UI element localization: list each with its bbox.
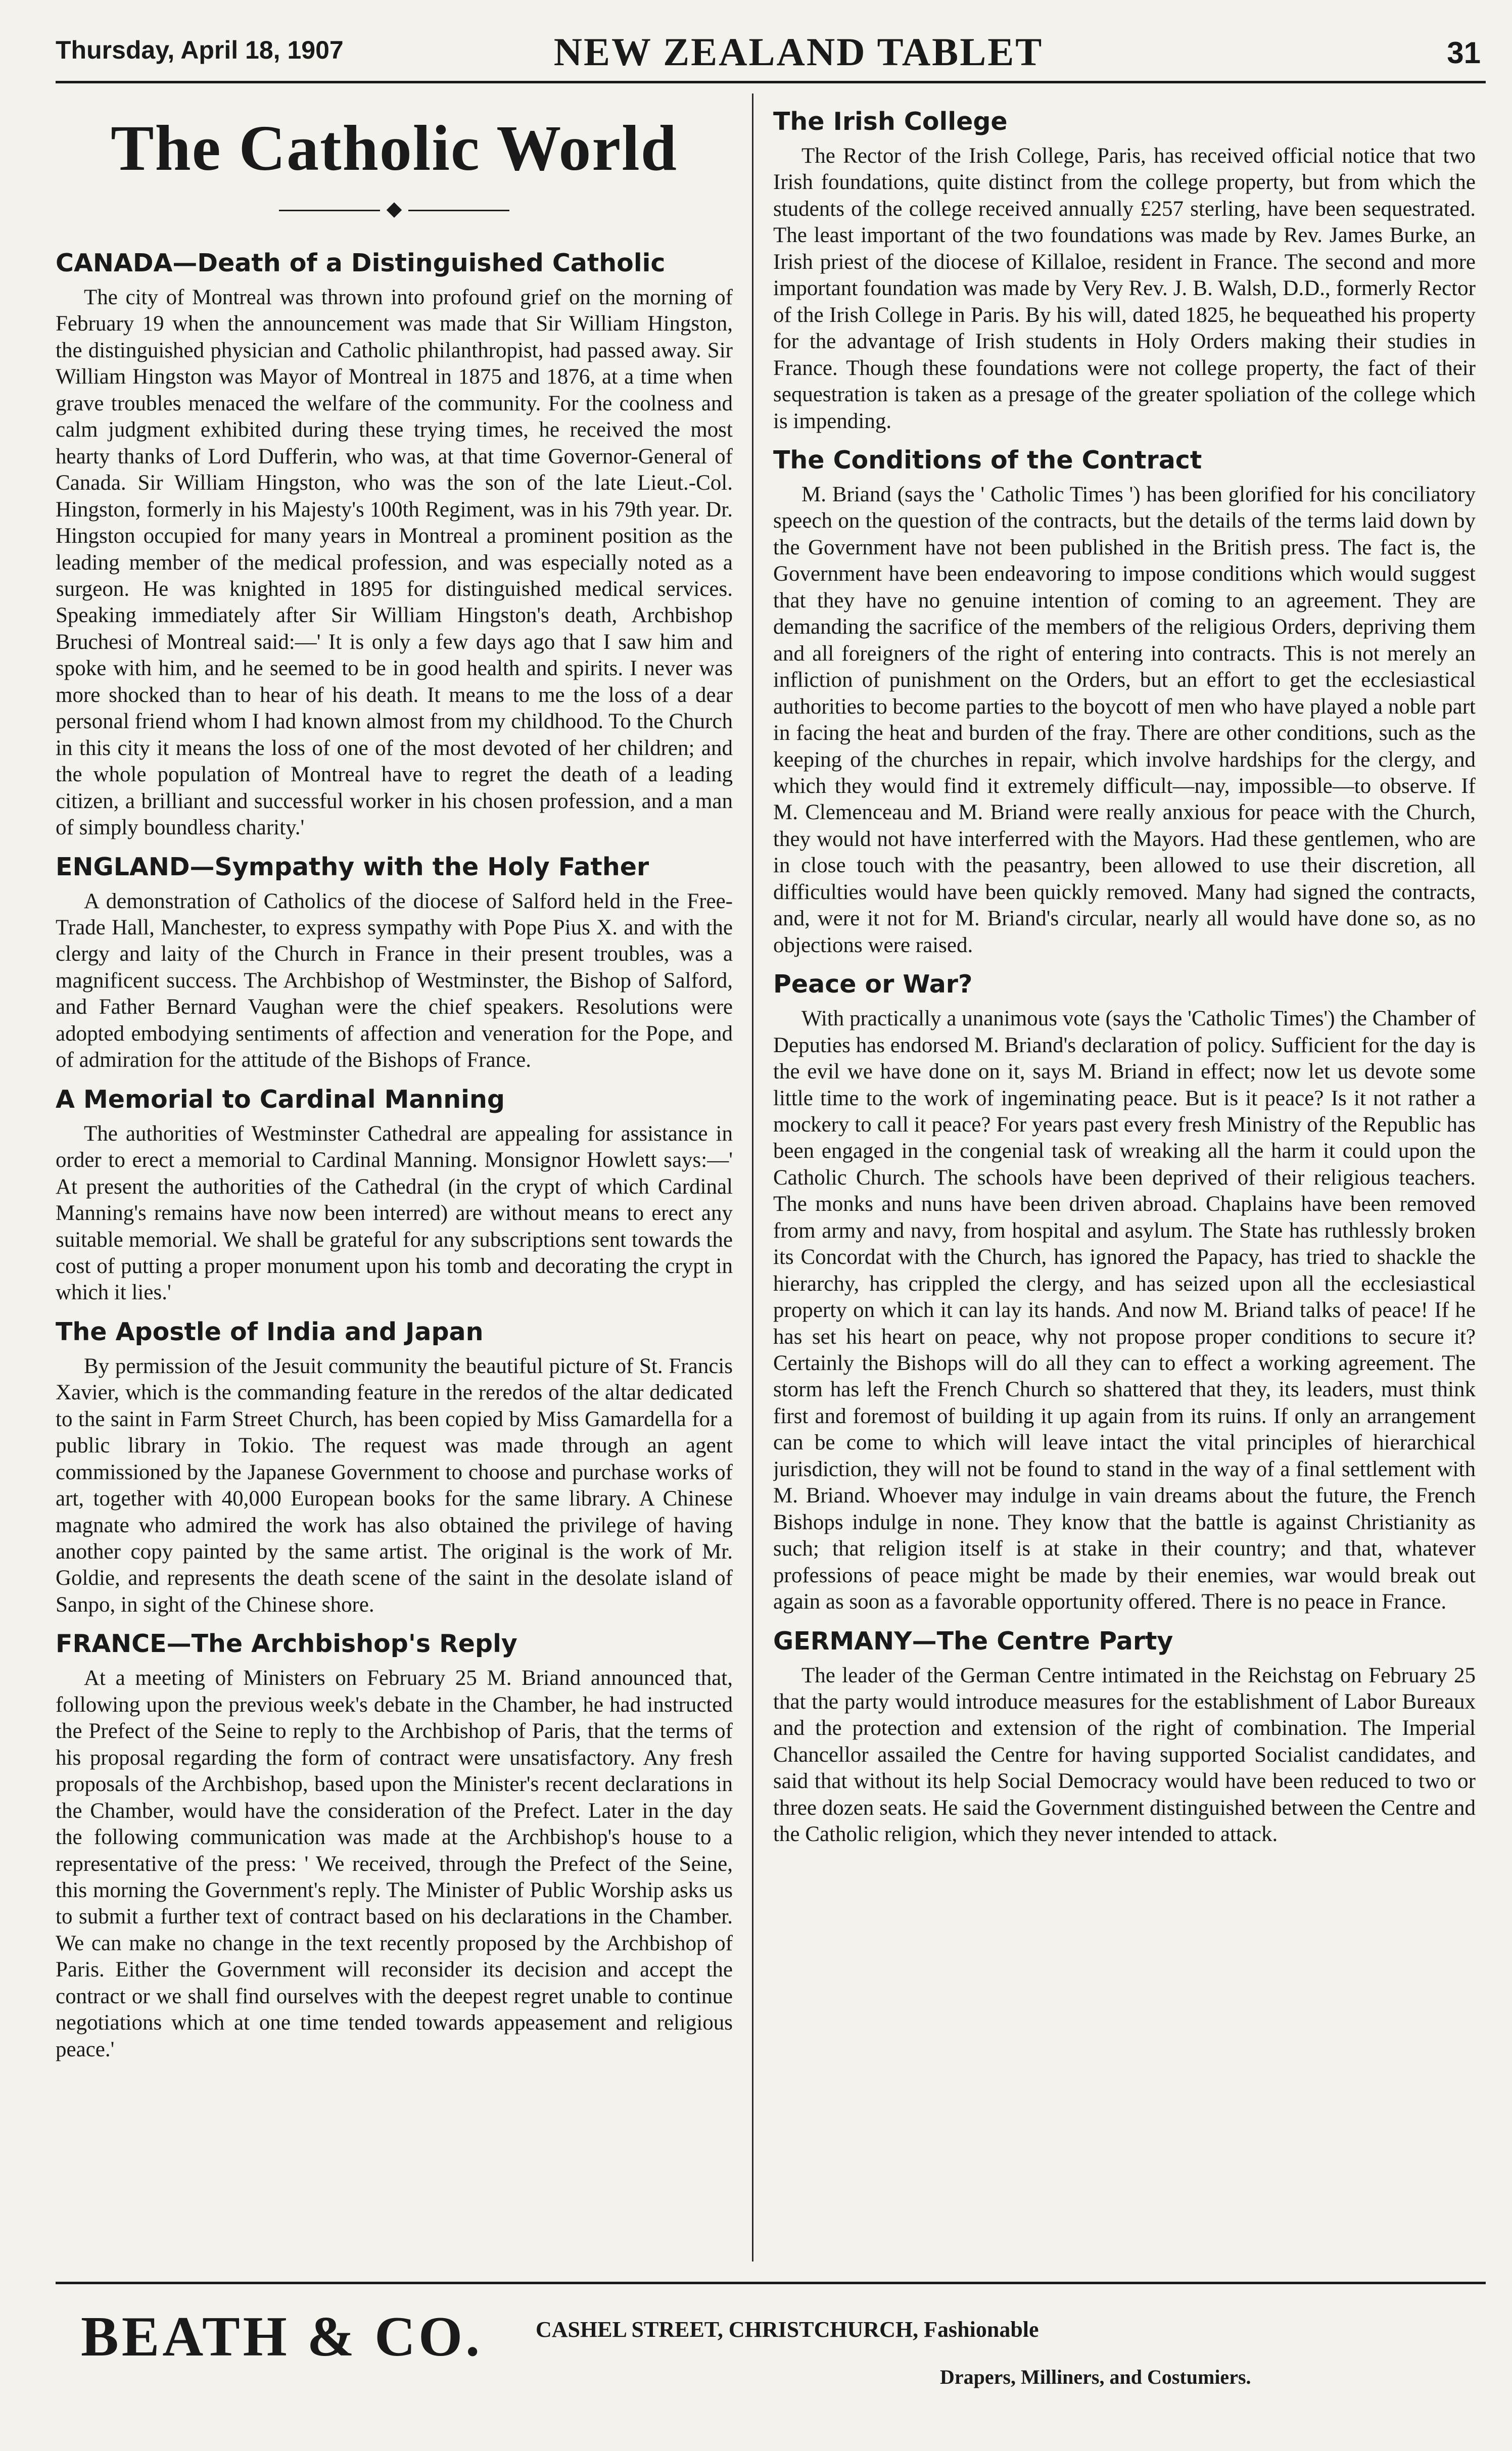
section-heading-peace-or-war: Peace or War? [773,970,973,999]
advertisement-footer [81,2304,1486,2416]
issue-date: Thursday, April 18, 1907 [56,36,344,64]
page-header [45,24,1486,80]
advertiser-tagline: Drapers, Milliners, and Costumiers. [940,2366,1251,2388]
section-heading-england: ENGLAND—Sympathy with the Holy Father [56,852,649,881]
right-column [773,96,1476,2259]
ornament-rule-left [279,210,380,211]
masthead: NEW ZEALAND TABLET [553,30,1044,74]
footer-rule [56,2282,1486,2284]
section-paragraph-germany: The leader of the German Centre intimated in the Reichstag on February 25 that the party would introduce measures for the establishment of Labor Bureaux and the protection and extension of the right of combination. The Imperial Chancellor assailed the Centre for having supported Socialist candidates, and said that without its help Social Democracy would have been reduced to two or three dozen seats. He said the Government distinguished between the Centre and the Catholic religion, which they never intended to attack. [773,1663,1476,1847]
section-paragraph-contract-conditions: M. Briand (says the ' Catholic Times ') has been glorified for his conciliatory speech on the question of the contracts, but the details of the terms laid down by the Government have not been published in the British press. The fact is, the Government have been endeavoring to impose conditions which would suggest that they have no genuine intention of coming to an agreement. They are demanding the sacrifice of the members of the religious Orders, depriving them and all foreigners of the right of entering into contracts. This is not merely an infliction of punishment on the Orders, but an effort to get the ecclesiastical authorities to become parties to the boycott of men who have played a noble part in facing the heat and burden of the fray. There are other conditions, such as the keeping of the churches in repair, which involve hardships for the clergy, and which they would find it extremely difficult—nay, impossible—to observe. If M. Clemenceau and M. Briand were really anxious for peace with the Church, they would not have interferred with the Mayors. Had these gentlemen, who are in close touch with the peasantry, been allowed to use their discretion, all difficulties would have been quickly removed. Many had signed the contracts, and, were it not for M. Briand's circular, nearly all would have done so, as no objections were raised. [773,482,1476,957]
section-heading-irish-college: The Irish College [773,107,1008,136]
header-rule [56,81,1486,83]
diamond-icon: ◆ [386,197,402,220]
section-paragraph-apostle: By permission of the Jesuit community the beautiful picture of St. Francis Xavier, which is the commanding feature in the reredos of the altar dedicated to the saint in Farm Street Church, has been copied by Miss Gamardella for a public library in Tokio. The request was made through an agent commissioned by the Japanese Government to choose and purchase works of art, together with 40,000 European books for the same library. A Chinese magnate who admired the work has also obtained the privilege of having another copy painted by the same artist. The original is the work of Mr. Goldie, and represents the death scene of the saint in the desolate island of Sanpo, in sight of the Chinese shore. [56,1354,733,1617]
section-paragraph-england: A demonstration of Catholics of the diocese of Salford held in the Free-Trade Hall, Manchester, to express sympathy with Pope Pius X. and with the clergy and laity of the Church in France in their present troubles, was a magnificent success. The Archbishop of Westminster, the Bishop of Salford, and Father Bernard Vaughan were the chief speakers. Resolutions were adopted embodying sentiments of affection and veneration for the Pope, and of admiration for the attitude of the Bishops of France. [56,889,733,1072]
section-heading-france: FRANCE—The Archbishop's Reply [56,1629,517,1659]
page-number: 31 [1447,36,1481,70]
ornament-rule-right [408,210,509,211]
column-divider [752,93,753,2261]
section-paragraph-france: At a meeting of Ministers on February 25 M. Briand announced that, following upon the previous week's debate in the Chamber, he had instructed the Prefect of the Seine to reply to the Archbishop of Paris, that the terms of his proposal regarding the form of contract were unsatisfactory. Any fresh proposals of the Archbishop, based upon the Minister's recent declarations in the Chamber, would have the consideration of the Prefect. Later in the day the following communication was made at the Archbishop's house to a representative of the press: ' We received, through the Prefect of the Seine, this morning the Government's reply. The Minister of Public Worship asks us to submit a further text of contract based on his declarations in the Chamber. We can make no change in the text recently proposed by the Archbishop of Paris. Either the Government will reconsider its decision and accept the contract or we shall find ourselves with the deepest regret unable to continue negotiations which at one time tended towards appeasement and religious peace.' [56,1666,733,2061]
advertiser-brand: BEATH & CO. [81,2305,483,2368]
section-paragraph-irish-college: The Rector of the Irish College, Paris, has received official notice that two Irish foundations, quite distinct from the college property, but from which the students of the college received annually £257 sterling, have been sequestrated. The least important of the two foundations was made by Rev. James Burke, an Irish priest of the diocese of Killaloe, resident in France. The second and more important foundation was made by Very Rev. J. B. Walsh, D.D., formerly Rector of the Irish College in Paris. By his will, dated 1825, he bequeathed his property for the advantage of Irish students in Holy Orders making their studies in France. Though these foundations were not college property, the fact of their sequestration is taken as a presage of the greater spoliation of the college which is impending. [773,144,1476,433]
section-heading-manning-memorial: A Memorial to Cardinal Manning [56,1085,505,1114]
advertiser-address: CASHEL STREET, CHRISTCHURCH, Fashionable [536,2317,1039,2342]
section-paragraph-canada: The city of Montreal was thrown into profound grief on the morning of February 19 when the announcement was made that Sir William Hingston, the distinguished physician and Catholic philanthropist, had passed away. Sir William Hingston was Mayor of Montreal in 1875 and 1876, at a time when grave troubles menaced the welfare of the community. For the coolness and calm judgment exhibited during these trying times, he received the most hearty thanks of Lord Dufferin, who was, at that time Governor-General of Canada. Sir William Hingston, who was the son of the late Lieut.-Col. Hingston, formerly in his Majesty's 100th Regiment, was in his 79th year. Dr. Hingston occupied for many years in Montreal a prominent position as the leading member of the medical profession, and was especially noted as a surgeon. He was knighted in 1895 for distinguished medical services. Speaking immediately after Sir William Hingston's death, Archbishop Bruchesi of Montreal said:—' It is only a few days ago that I saw him and spoke with him, and he seemed to be in good health and spirits. I never was more shocked than to hear of his death. It means to me the loss of a dear personal friend whom I had known almost from my childhood. To the Church in this city it means the loss of one of the most devoted of her children; and the whole population of Montreal have to regret the death of a leading citizen, a brilliant and successful worker in his chosen profession, and a man of simply boundless charity.' [56,286,733,840]
section-heading-contract-conditions: The Conditions of the Contract [773,445,1202,475]
section-paragraph-manning-memorial: The authorities of Westminster Cathedral are appealing for assistance in order to erect a memorial to Cardinal Manning. Monsignor Howlett says:—' At present the authorities of the Cathedral (in the crypt of which Cardinal Manning's remains have now been interred) are without means to erect any suitable memorial. We shall be grateful for any subscriptions sent towards the cost of putting a proper monument upon his tomb and decorating the crypt in which it lies.' [56,1121,733,1305]
section-heading-germany: GERMANY—The Centre Party [773,1626,1173,1656]
title-ornament [56,197,733,220]
section-heading-canada: CANADA—Death of a Distinguished Catholic [56,249,666,277]
section-paragraph-peace-or-war: With practically a unanimous vote (says the 'Catholic Times') the Chamber of Deputies has endorsed M. Briand's declaration of policy. Sufficient for the day is the evil we have done on it, says M. Briand in effect; now let us devote some little time to the work of ingeminating peace. But is it peace? Is it not rather a mockery to call it peace? For years past every fresh Ministry of the Republic has been engaged in the congenial task of wreaking all the harm it could upon the Catholic Church. The schools have been deprived of their religious teachers. The monks and nuns have been driven abroad. Chaplains have been removed from army and navy, from hospital and asylum. The State has ruthlessly broken its Concordat with the Church, has ignored the Papacy, has tried to shackle the hierarchy, has crippled the clergy, and has seized upon all the ecclesiastical property on which it can lay its hands. And now M. Briand talks of peace! If he has set his heart on peace, why not propose proper conditions to secure it? Certainly the Bishops will do all they can to effect a working agreement. The storm has left the French Church so shattered that they, its leaders, must think first and foremost of building it up again from its ruins. If only an arrangement can be come to which will leave intact the vital principles of hierarchical jurisdiction, they will not be found to stand in the way of a final settlement with M. Briand. Whoever may indulge in vain dreams about the future, the French Bishops indulge in none. They know that the battle is against Christianity as such; that religion itself is at stake in their country; and that, whatever professions of peace might be made by their enemies, war would break out again as soon as a favorable opportunity offered. There is no peace in France. [773,1007,1476,1614]
section-heading-apostle: The Apostle of India and Japan [56,1317,484,1346]
left-column [56,96,733,2259]
feature-title: The Catholic World [111,112,678,184]
